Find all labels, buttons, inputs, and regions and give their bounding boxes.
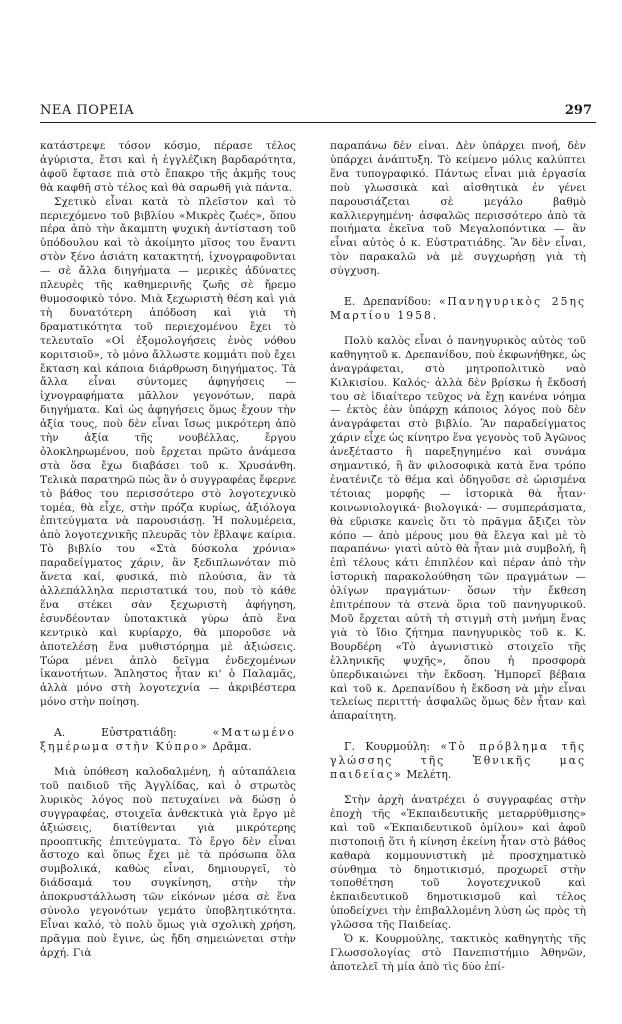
review-title: «Πανηγυρικὸς 25ης Μαρτίου 1958.: [330, 295, 586, 322]
page-number: 297: [564, 103, 592, 118]
paragraph: παραπάνω δὲν εἶναι. Δὲν ὑπάρχει πνοή, δὲν ὑπάρχει ἀνάπτυξη. Τὸ κείμενο μόλις καλύπτει ἕνα τυπογραφικό. Πάντως εἶναι μιὰ ἐργασία ποὺ γλωσσικὰ καὶ αἰσθητικὰ ἐν γένει παρουσιάζεται σὲ μεγάλο βαθμὸ καλλιεργημένη· ἀσφαλῶς περισσότερο ἀπὸ τὰ ποιήματα ἐκεῖνα τοῦ Μεγαλοπόντικα — ἂν εἶναι αὐτὸς ὁ κ. Εὐστρατιάδης. Ἂν δὲν εἶναι, τὸν παρακαλῶ νὰ μὲ συγχωρήσῃ γιὰ τὴ σύγχυση.: [330, 140, 586, 278]
review-author: Ε. Δρεπανίδου:: [344, 295, 432, 309]
paragraph: Πολὺ καλὸς εἶναι ὁ πανηγυρικὸς αὐτὸς τοῦ καθηγητοῦ κ. Δρεπανίδου, ποὺ ἐκφωνήθηκε, ὡς ἀναγράφεται, στὸ μητροπολιτικὸ ναὸ Κιλκισίου. Καλός· ἀλλὰ δὲν βρίσκω ἡ ἔκδοσή του σὲ ἰδιαίτερο τεῦχος νὰ ἔχῃ κανένα νόημα — ἐκτὸς ἐὰν ὑπάρχῃ κάποιος λόγος ποὺ δὲν ἀναγράφεται στὸ βιβλίο. Ἂν παραδείγματος χάριν εἶχε ὡς κίνητρο ἕνα γεγονὸς τοῦ Ἀγῶνος ἀνεξέταστο ἢ παρεξηγημένο καὶ συνάμα σημαντικό, ἢ ἂν φιλοσοφικὰ κατὰ ἕνα τρόπο ἐνατένιζε τὸ θέμα καὶ ὁδηγοῦσε σὲ ὡρισμένα τέτοιας μορφῆς — ἱστορικὰ θὰ ἦταν· κοινωνιολογικά· βιολογικά· — συμπεράσματα, θὰ εὕρισκε κανεὶς ὅτι τὸ πρᾶγμα ἄξιζει τὸν κόπο — ἀπὸ μέρους μου θὰ ἔλεγα καὶ μὲ τὸ παραπάνω· γιατὶ αὐτὸ θὰ ἦταν μιὰ συμβολή, ἢ ἐπὶ τέλους κάτι ἐπιπλέον καὶ πέραν ἀπὸ τὴν ἱστορικὴ παρακολούθηση τῶν πραγμάτων — ὀλίγων πραγμάτων· ὅσων τὴν ἔκθεση ἐπιτρέπουν τὰ στενὰ ὅρια τοῦ πανηγυρικοῦ. Μοῦ ἔρχεται αὐτὴ τὴ στιγμὴ στὴ μνήμη ἕνας γιὰ τὸ ἴδιο ζήτημα πανηγυρικὸς τοῦ κ. Κ. Βουρδέρη «Τὸ ἀγωνιστικὸ στοιχεῖο τῆς ἑλληνικῆς ψυχῆς», ὅπου ἡ προσφορὰ ὑπερδικαιώνει τὴν ἔκδοση. Ἠμπορεῖ βέβαια καὶ τοῦ κ. Δρεπανίδου ἡ ἔκδοση νὰ μὴν εἶναι τελείως περιττή· ἀσφαλῶς ὅμως δὲν ἦταν καὶ ἀπαραίτητη.: [330, 334, 586, 723]
running-header: [40, 100, 596, 123]
review-genre: Δρᾶμα.: [212, 740, 252, 754]
paragraph: Σχετικὸ εἶναι κατὰ τὸ πλεῖστον καὶ τὸ περιεχόμενο τοῦ βιβλίου «Μικρὲς ζωές», ὅπου πέρα ἀπὸ τὴν ἄκαμπτη ψυχικὴ ἀντίσταση τοῦ ὑπόδουλου καὶ τὸ ἀκοίμητο μῖσος του ἔναντι στὸν ξένο ἀσιάτη κατακτητή, ἰχνογραφοῦνται — σὲ ἄλλα διηγήματα — μερικὲς ἀδύνατες πλευρὲς τῆς καθημερινῆς ζωῆς σὲ ἤρεμο θυμοσοφικὸ τόνο. Μιὰ ξεχωριστὴ θέση καὶ γιὰ τὴ δυνατότερη ἀπόδοση καὶ γιὰ τὴ δραματικότητα τοῦ περιεχομένου ἔχει τὸ τελευταῖο «Οἱ ἑξομολογήσεις ἑνὸς νόθου κοριτσιοῦ», τὸ μόνο ἄλλωστε κομμάτι ποὺ ἔχει ἔκταση καὶ κάποια διάρθρωση διηγήματος. Τὰ ἄλλα εἶναι σύντομες ἀφηγήσεις — ἰχνογραφήματα μᾶλλον γεγονότων, παρὰ διηγήματα. Καὶ ὡς ἀφηγήσεις ὅμως ἔχουν τὴν ἀξία τους, ποὺ δὲν εἶναι ἴσως μικρότερη ἀπὸ τὴν ἀξία τῆς νουβέλλας, ἔργου ὁλοκληρωμένου, ποὺ ἔρχεται πρῶτο ἀνάμεσα στὰ ὅσα ἔχω διαβάσει τοῦ κ. Χρυσάνθη. Τελικὰ παρατηρῶ πὼς ἂν ὁ συγγραφέας ἔφερνε τὸ βάθος του περισσότερο στὸ λογοτεχνικὸ τομέα, θὰ εἶχε, στὴν πρόζα κυρίως, ἀξιόλογα ἐπιτεύγματα νὰ παρουσιάσῃ. Ἡ πολυμέρεια, ἀπὸ λογοτεχνικῆς πλευρᾶς τὸν ἔβλαψε καίρια. Τὸ βιβλίο του «Στὰ δύσκολα χρόνια» παραδείγματος χάριν, ἂν ξεδιπλωνόταν πιὸ ἄνετα καί, φυσικά, πιὸ πλούσια, ἂν τὰ ἀλλεπάλληλα περιστατικά του, ποὺ τὸ κάθε ἕνα στέκει σὰν ξεχωριστὴ ἀφήγηση, ἐσυνδέονταν ὑποτακτικὰ γύρω ἀπὸ ἕνα κεντρικὸ καὶ κυρίαρχο, θὰ μποροῦσε νὰ ἀποτελέσῃ ἕνα μυθιστόρημα μὲ ἀξιώσεις. Τώρα μένει ἀπλὸ δεῖγμα ἐνδεχομένων ἱκανοτήτων. Ἄπληστος ἦταν κι' ὁ Παλαμᾶς, ἀλλὰ μόνο στὴ λογοτεχνία — ἀκριβέστερα μόνο στὴν ποίηση.: [40, 195, 296, 709]
right-column: [330, 140, 586, 1000]
paragraph: Στὴν ἀρχὴ ἀνατρέχει ὁ συγγραφέας στὴν ἐποχὴ τῆς «Ἐκπαιδευτικῆς μεταρρύθμισης» καὶ τοῦ «Ἐκπαιδευτικοῦ ὁμίλου» καὶ ἀφοῦ πιστοποιῇ ὅτι ἡ κίνηση ἐκείνη ἦταν στὸ βάθος καθαρὰ κομμουνιστικὴ μὲ προσχηματικὸ σύνθημα τὸ δημοτικισμό, προχωρεῖ στὴν τοποθέτηση τοῦ λογοτεχνικοῦ καὶ ἐκπαιδευτικοῦ δημοτικισμοῦ καὶ τέλος ὑποδείχνει τὴν ἐπιβαλλομένη λύση ὡς πρὸς τὴ γλῶσσα τῆς Παιδείας.: [330, 793, 586, 932]
paragraph: κατάστρεψε τόσον κόσμο, πέρασε τέλος ἀγύριστα, ἔτσι καὶ ἡ ἐγγλέζικη βαρδαρότητα, ἀφοῦ ἔφτασε πιὰ στὸ ἔπακρο τῆς ἀκμῆς τους θὰ καφθῆ στὸ τέλος καὶ θὰ σαρωθῆ γιὰ πάντα.: [40, 140, 296, 194]
review-heading: [330, 740, 586, 782]
review-heading: [330, 295, 586, 323]
paragraph: Μιὰ ὑπόθεση καλοδαλμένη, ἡ αὐταπάλεια τοῦ παιδιοῦ τῆς Ἀγγλίδας, καὶ ὁ στρωτὸς λυρικὸς λόγος ποὺ πετυχαίνει νὰ δώσῃ ὁ συγγραφέας, στοιχεῖα ἀνθεκτικὰ γιὰ ἔργο μὲ ἀξιώσεις, διατίθενται γιὰ μικρότερης προοπτικῆς ἐπιτεύγματα. Τὸ ἔργο δὲν εἶναι ἄστοχο καὶ ὅπως ἔχει μὲ τὰ πρόσωπα ὅλα συμβολικά, καθὼς εἶναι, δημιουργεῖ, τὸ διάδσαμά του συγκίνηση, στὴν τὴν ἀποκρυστάλλωση τῶν εἰκόνων μέσα σὲ ἕνα σύνολο γεγονότων γεμάτο ὑποβλητικότητα. Εἶναι καλό, τὸ πολὺ ὅμως γιὰ σχολικὴ χρήση, πρᾶγμα ποὺ ἔγινε, ὡς ἤδη σημειώνεται στὴν ἀρχή. Γιὰ: [40, 765, 296, 959]
review-genre: Μελέτη.: [406, 768, 452, 782]
journal-title: ΝΕΑ ΠΟΡΕΙΑ: [40, 103, 135, 118]
review-heading: [40, 726, 296, 754]
left-column: [40, 140, 296, 1000]
paragraph: Ὁ κ. Κουρμούλης, τακτικὸς καθηγητὴς τῆς Γλωσσολογίας στὸ Πανεπιστήμιο Ἀθηνῶν, ἀποτελεῖ τὴ μία ἀπὸ τὶς δύο ἐπί-: [330, 933, 586, 973]
review-title: «Ματωμένο ξημέρωμα στὴν Κύπρο»: [40, 726, 296, 754]
review-author: Α. Εὐστρατιάδη:: [54, 726, 177, 740]
review-title: «Τὸ πρόβλημα τῆς γλώσσης τῆς Ἑθνικῆς μας παιδείας»: [330, 740, 586, 782]
review-author: Γ. Κουρμούλη:: [344, 740, 430, 754]
